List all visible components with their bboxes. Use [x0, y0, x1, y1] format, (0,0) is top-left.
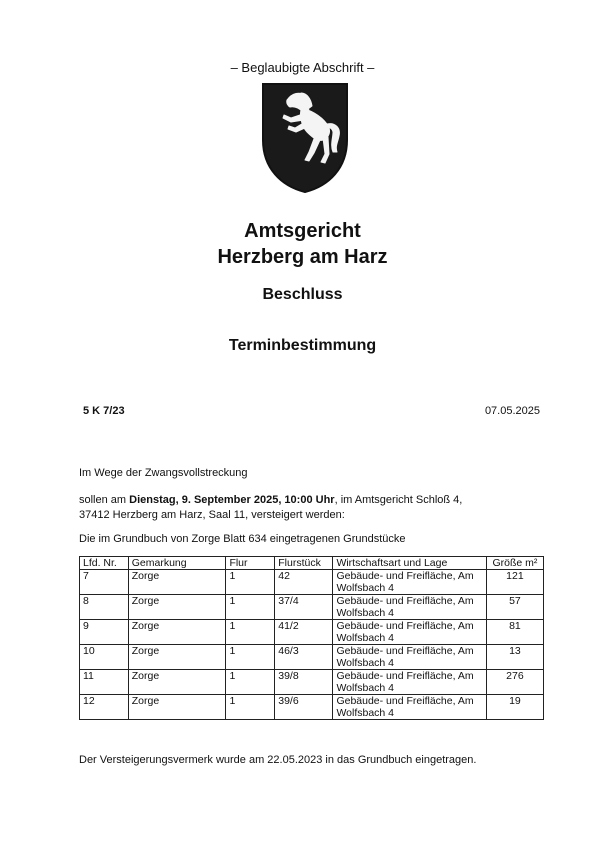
cell-groesse: 13 — [486, 645, 543, 670]
cell-flur: 1 — [226, 570, 275, 595]
cell-flurstueck: 39/8 — [275, 670, 333, 695]
cell-wirtschaftsart: Gebäude- und Freifläche, Am Wolfsbach 4 — [333, 570, 486, 595]
table-row — [80, 570, 544, 595]
cell-wirtschaftsart: Gebäude- und Freifläche, Am Wolfsbach 4 — [333, 620, 486, 645]
cell-gemarkung: Zorge — [128, 620, 226, 645]
cell-wirtschaftsart: Gebäude- und Freifläche, Am Wolfsbach 4 — [333, 695, 486, 720]
cell-wirtschaftsart: Gebäude- und Freifläche, Am Wolfsbach 4 — [333, 595, 486, 620]
column-header-gemarkung: Gemarkung — [128, 557, 226, 570]
lower-saxony-horse-crest-icon — [259, 80, 351, 195]
subject-heading: Terminbestimmung — [228, 337, 377, 354]
cell-gemarkung: Zorge — [128, 670, 226, 695]
cell-groesse: 19 — [486, 695, 543, 720]
plots-table — [79, 556, 544, 720]
cell-gemarkung: Zorge — [128, 695, 226, 720]
column-header-groesse: Größe m² — [486, 557, 543, 570]
cell-flur: 1 — [226, 670, 275, 695]
cell-lfd-nr: 12 — [80, 695, 129, 720]
cell-groesse: 121 — [486, 570, 543, 595]
court-name-line1: Amtsgericht — [244, 220, 361, 242]
table-row — [80, 595, 544, 620]
cell-lfd-nr: 9 — [80, 620, 129, 645]
certified-copy-label: – Beglaubigte Abschrift – — [230, 60, 375, 75]
decision-heading: Beschluss — [262, 286, 343, 303]
intro-text: Im Wege der Zwangsvollstreckung — [79, 467, 248, 479]
cell-groesse: 81 — [486, 620, 543, 645]
cell-wirtschaftsart: Gebäude- und Freifläche, Am Wolfsbach 4 — [333, 645, 486, 670]
cell-flur: 1 — [226, 645, 275, 670]
cell-gemarkung: Zorge — [128, 570, 226, 595]
cell-gemarkung: Zorge — [128, 595, 226, 620]
cell-flurstueck: 41/2 — [275, 620, 333, 645]
table-row — [80, 620, 544, 645]
auction-text-pre: sollen am — [79, 494, 130, 506]
table-row — [80, 695, 544, 720]
cell-flurstueck: 37/4 — [275, 595, 333, 620]
court-name-line2: Herzberg am Harz — [217, 246, 388, 268]
table-row — [80, 645, 544, 670]
case-number: 5 K 7/23 — [83, 405, 125, 417]
cell-lfd-nr: 8 — [80, 595, 129, 620]
cell-groesse: 57 — [486, 595, 543, 620]
cell-lfd-nr: 10 — [80, 645, 129, 670]
auction-address: 37412 Herzberg am Harz, Saal 11, versteigert werden: — [79, 509, 345, 521]
column-header-lfd-nr: Lfd. Nr. — [80, 557, 129, 570]
cell-flur: 1 — [226, 620, 275, 645]
column-header-flurstueck: Flurstück — [275, 557, 333, 570]
table-row — [80, 670, 544, 695]
cell-groesse: 276 — [486, 670, 543, 695]
auction-date-time: Dienstag, 9. September 2025, 10:00 Uhr — [129, 494, 335, 506]
document-date: 07.05.2025 — [484, 405, 540, 417]
registry-intro: Die im Grundbuch von Zorge Blatt 634 eingetragenen Grundstücke — [79, 533, 406, 545]
cell-wirtschaftsart: Gebäude- und Freifläche, Am Wolfsbach 4 — [333, 670, 486, 695]
auction-text-post: , im Amtsgericht Schloß 4, — [334, 494, 463, 506]
cell-flur: 1 — [226, 595, 275, 620]
cell-lfd-nr: 11 — [80, 670, 129, 695]
cell-flur: 1 — [226, 695, 275, 720]
column-header-wirtschaftsart: Wirtschaftsart und Lage — [333, 557, 486, 570]
cell-flurstueck: 39/6 — [275, 695, 333, 720]
table-header-row — [80, 557, 544, 570]
cell-flurstueck: 46/3 — [275, 645, 333, 670]
cell-gemarkung: Zorge — [128, 645, 226, 670]
cell-flurstueck: 42 — [275, 570, 333, 595]
registry-note: Der Versteigerungsvermerk wurde am 22.05.2023 in das Grundbuch eingetragen. — [79, 754, 477, 766]
cell-lfd-nr: 7 — [80, 570, 129, 595]
column-header-flur: Flur — [226, 557, 275, 570]
auction-notice — [79, 493, 529, 523]
